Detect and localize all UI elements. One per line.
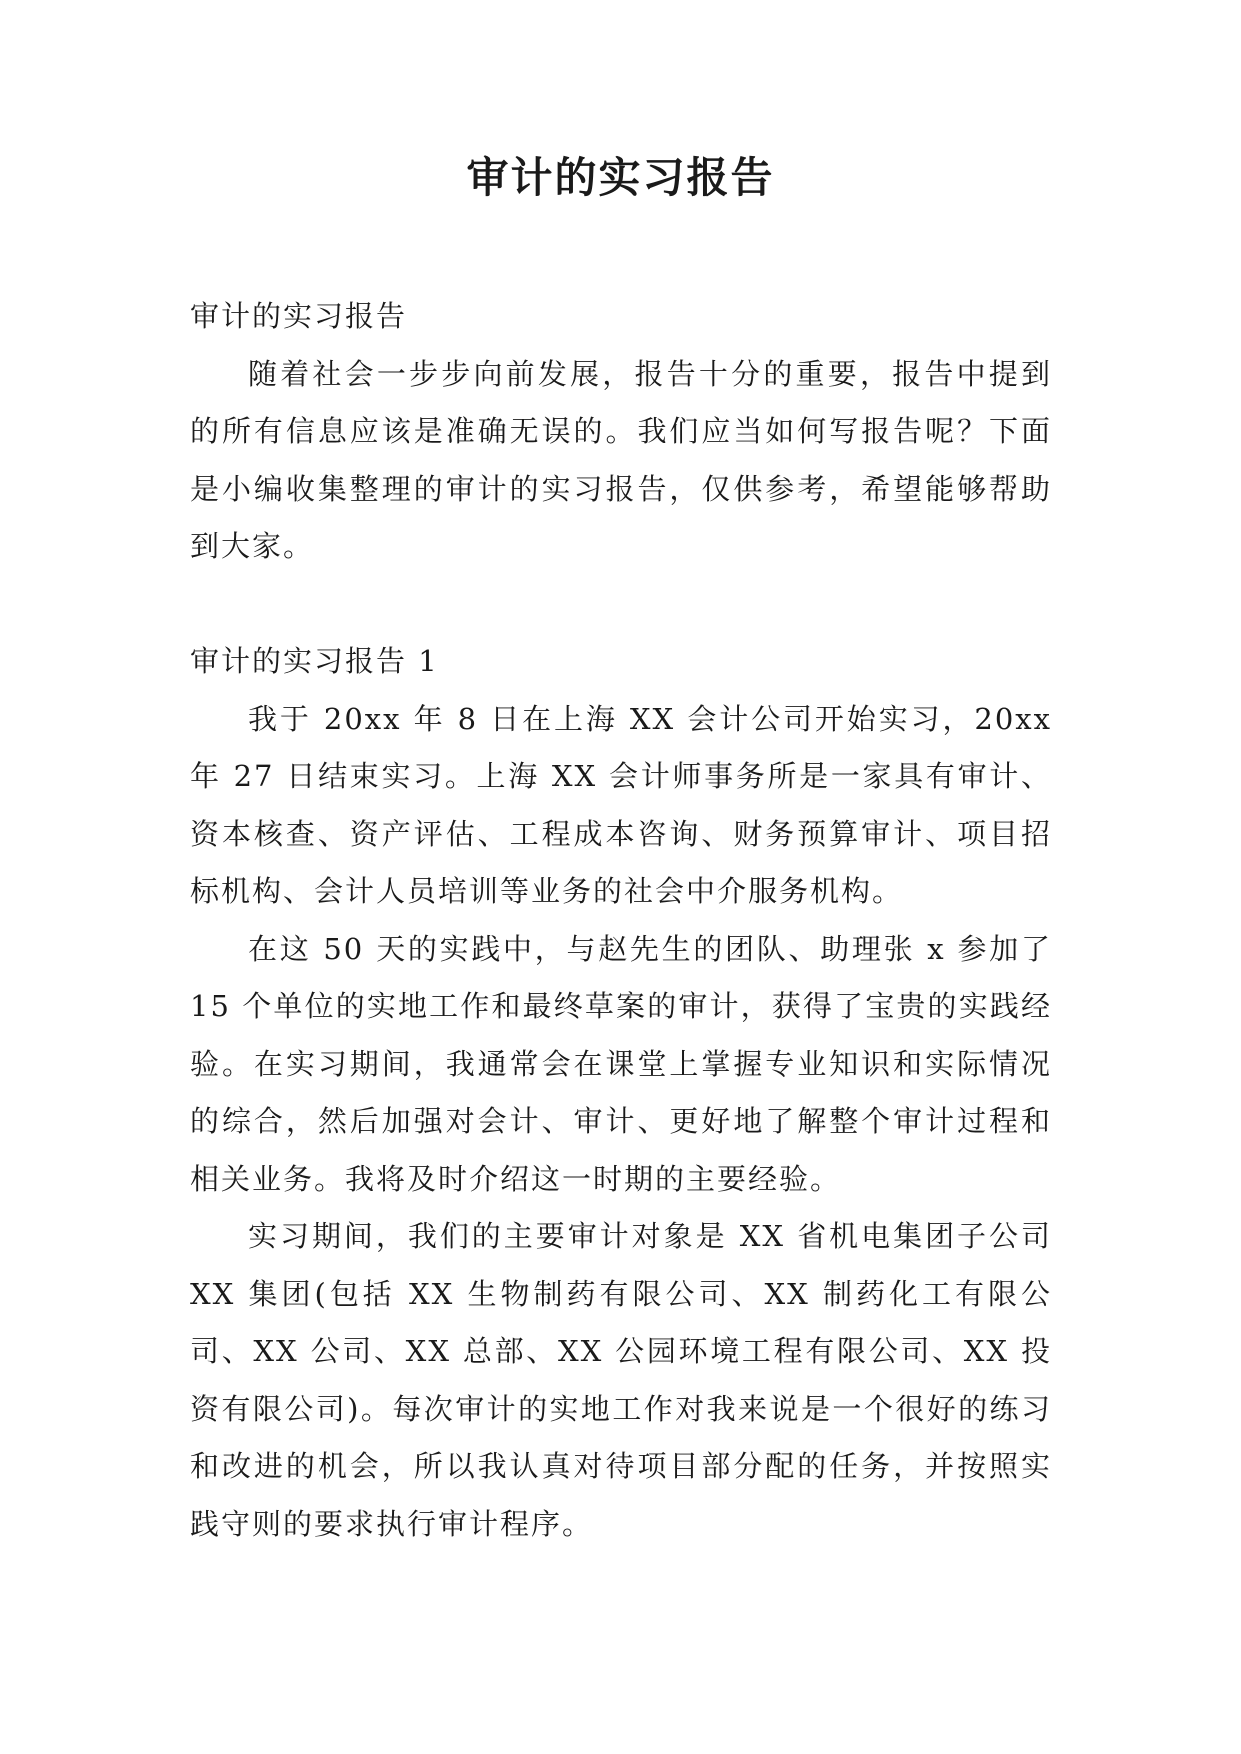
intro-paragraph: 随着社会一步步向前发展，报告十分的重要，报告中提到的所有信息应该是准确无误的。我们应当如何写报告呢？下面是小编收集整理的审计的实习报告，仅供参考，希望能够帮助到大家。 (190, 356, 1052, 563)
document-subtitle: 审计的实习报告 (190, 299, 408, 333)
document-title: 审计的实习报告 (466, 153, 775, 202)
section-heading: 审计的实习报告 1 (190, 644, 439, 678)
body-paragraph: 我于 20xx 年 8 日在上海 XX 会计公司开始实习，20xx 年 27 日结束实习。上海 XX 会计师事务所是一家具有审计、资本核查、资产评估、工程成本咨询、财务预算审计、项目招标机构、会计人员培训等业务的社会中介服务机构。 (190, 701, 1052, 908)
body-paragraph: 在这 50 天的实践中，与赵先生的团队、助理张 x 参加了 15 个单位的实地工作和最终草案的审计，获得了宝贵的实践经验。在实习期间，我通常会在课堂上掌握专业知识和实际情况的综合，然后加强对会计、审计、更好地了解整个审计过程和相关业务。我将及时介绍这一时期的主要经验。 (190, 931, 1052, 1196)
body-paragraph: 实习期间，我们的主要审计对象是 XX 省机电集团子公司 XX 集团(包括 XX 生物制药有限公司、XX 制药化工有限公司、XX 公司、XX 总部、XX 公园环境工程有限公司、XX 投资有限公司)。每次审计的实地工作对我来说是一个很好的练习和改进的机会，所以我认真对待项目部分配的任务，并按照实践守则的要求执行审计程序。 (190, 1219, 1052, 1541)
document-body (190, 288, 1052, 1553)
section-spacer (190, 576, 1052, 634)
